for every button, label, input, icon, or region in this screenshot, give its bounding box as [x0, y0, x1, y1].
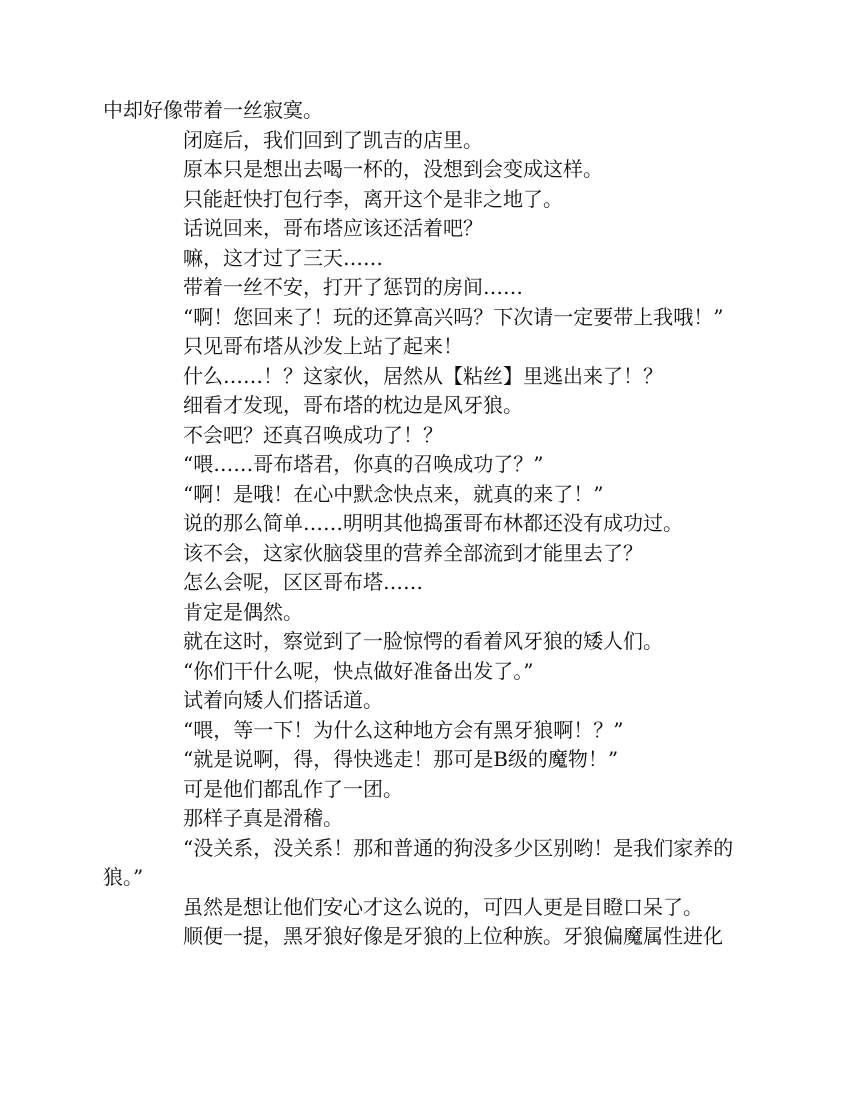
paragraph: 虽然是想让他们安心才这么说的，可四人更是目瞪口呆了。 — [183, 894, 703, 919]
paragraph: 原本只是想出去喝一杯的，没想到会变成这样。 — [183, 157, 603, 181]
body-text — [103, 96, 753, 952]
paragraph: 话说回来，哥布塔应该还活着吧？ — [183, 216, 483, 240]
paragraph: 只能赶快打包行李，离开这个是非之地了。 — [183, 186, 563, 211]
paragraph: “啊！您回来了！玩的还算高兴吗？下次请一定要带上我哦！” — [183, 304, 724, 329]
paragraph: 嘛，这才过了三天…… — [183, 245, 383, 270]
paragraph: “没关系，没关系！那和普通的狗没多少区别哟！是我们家养的狼。” — [103, 835, 734, 889]
paragraph: 只见哥布塔从沙发上站了起来！ — [183, 334, 463, 358]
paragraph: “喂……哥布塔君，你真的召唤成功了？” — [183, 452, 544, 476]
paragraph: “就是说啊，得，得快逃走！那可是B级的魔物！” — [183, 747, 619, 771]
paragraph: 该不会，这家伙脑袋里的营养全部流到才能里去了？ — [183, 540, 643, 565]
paragraph: “啊！是哦！在心中默念快点来，就真的来了！” — [183, 481, 604, 506]
paragraph: 细看才发现，哥布塔的枕边是风牙狼。 — [183, 393, 523, 417]
paragraph: 不会吧？还真召唤成功了！？ — [183, 422, 443, 447]
paragraph: 试着向矮人们搭话道。 — [183, 688, 383, 712]
paragraph: 闭庭后，我们回到了凯吉的店里。 — [183, 127, 483, 152]
paragraph: “你们干什么呢，快点做好准备出发了。” — [183, 658, 534, 683]
paragraph: 说的那么简单……明明其他捣蛋哥布林都还没有成功过。 — [183, 511, 683, 535]
paragraph: 带着一丝不安，打开了惩罚的房间…… — [183, 275, 523, 299]
paragraph: 中却好像带着一丝寂寞。 — [103, 98, 323, 122]
paragraph: “喂，等一下！为什么这种地方会有黑牙狼啊！？” — [183, 717, 624, 742]
paragraph: 顺便一提，黑牙狼好像是牙狼的上位种族。牙狼偏魔属性进化 — [183, 924, 723, 948]
paragraph: 那样子真是滑稽。 — [183, 806, 343, 830]
paragraph: 肯定是偶然。 — [183, 599, 303, 624]
paragraph: 可是他们都乱作了一团。 — [183, 776, 403, 801]
paragraph: 就在这时，察觉到了一脸惊愕的看着风牙狼的矮人们。 — [183, 629, 663, 653]
paragraph: 什么……！？这家伙，居然从【粘丝】里逃出来了！？ — [183, 363, 663, 388]
paragraph: 怎么会呢，区区哥布塔…… — [183, 570, 423, 594]
